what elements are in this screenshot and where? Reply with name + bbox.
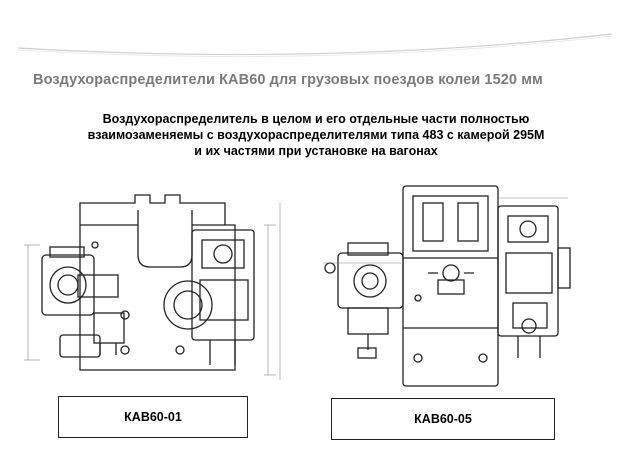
- kav60-05-drawing: [318, 178, 608, 398]
- subtitle-line-1: Воздухораспределитель в целом и его отдельные части полностью: [102, 112, 530, 126]
- subtitle: [40, 111, 592, 159]
- caption-kav60-01: КАВ60-01: [58, 396, 248, 438]
- subtitle-line-2: взаимозаменяемы с воздухораспределителями типа 483 с камерой 295М: [87, 128, 545, 142]
- page-title: Воздухораспределители КАВ60 для грузовых поездов колеи 1520 мм: [33, 72, 543, 88]
- kav60-01-drawing: [20, 185, 290, 390]
- header-curve-rule: [0, 0, 632, 70]
- caption-kav60-05: КАВ60-05: [331, 398, 555, 440]
- subtitle-line-3: и их частями при установке на вагонах: [194, 144, 438, 158]
